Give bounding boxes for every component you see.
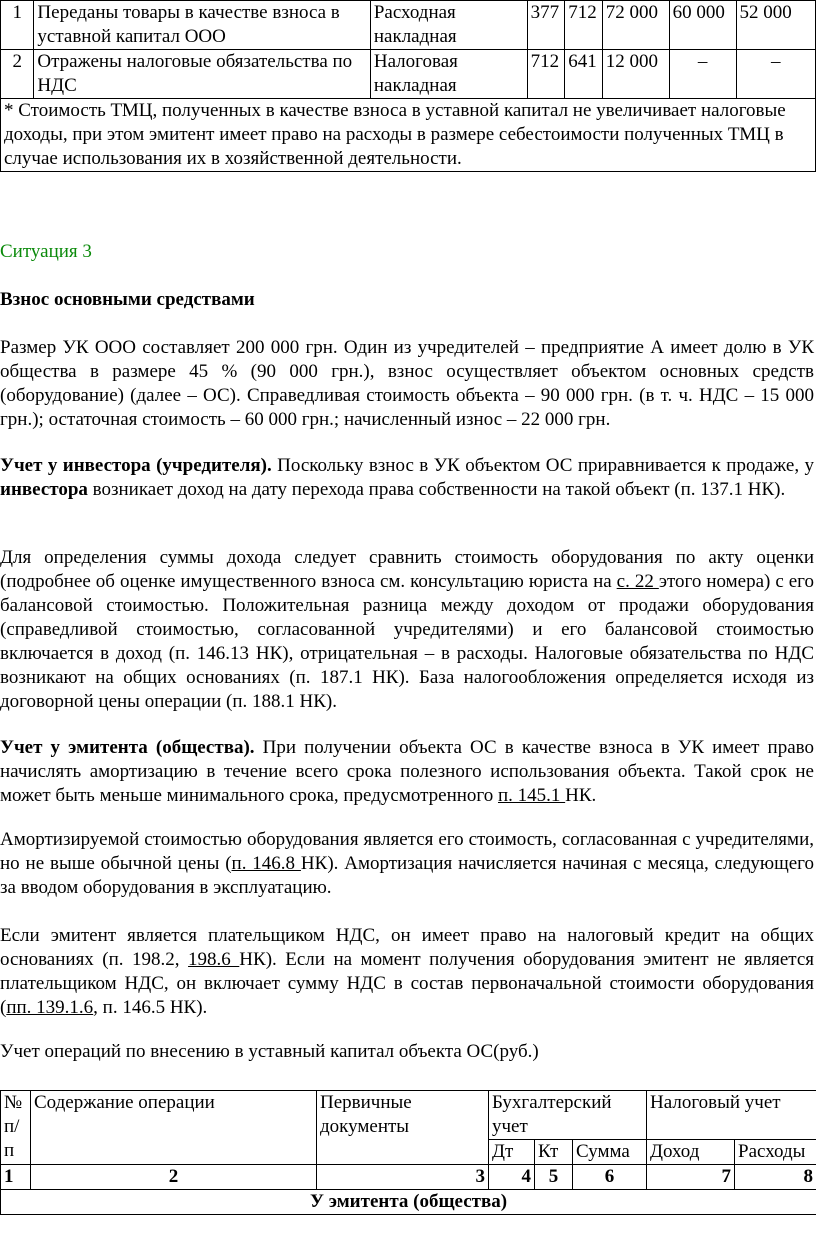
income-cell: –	[669, 50, 736, 99]
column-number: 7	[647, 1165, 735, 1190]
operation-cell: Отражены налоговые обязательства по НДС	[34, 50, 370, 99]
section-row: У эмитента (общества)	[1, 1190, 816, 1215]
expense-cell: –	[736, 50, 815, 99]
header-expense: Расходы	[735, 1140, 816, 1165]
row-number: 1	[1, 1, 34, 50]
table-row	[1, 1091, 816, 1140]
table-row	[1, 99, 816, 172]
debit-cell: 377	[527, 1, 565, 50]
sum-cell: 12 000	[602, 50, 669, 99]
header-credit: Кт	[535, 1140, 573, 1165]
operation-cell: Переданы товары в качестве взноса в уставной капитал ООО	[34, 1, 370, 50]
credit-cell: 712	[565, 1, 603, 50]
paragraph-2: Учет у инвестора (учредителя). Поскольку взнос в УК объектом ОС приравнивается к продаже, у инвестора возникает доход на дату перехода права собственности на такой объект (п. 137.1 НК).	[0, 455, 814, 500]
credit-cell: 641	[565, 50, 603, 99]
clause-link[interactable]: п. 146.8	[231, 853, 301, 874]
row-number: 2	[1, 50, 34, 99]
situation-heading: Ситуация 3	[0, 241, 92, 262]
header-sum: Сумма	[573, 1140, 647, 1165]
column-number: 5	[535, 1165, 573, 1190]
clause-link[interactable]: п. 145.1	[497, 785, 566, 806]
clause-link[interactable]: пп. 139.1.6	[6, 997, 94, 1018]
income-cell: 60 000	[669, 1, 736, 50]
clause-link[interactable]: 198.6	[188, 949, 240, 970]
header-tax: Налоговый учет	[647, 1091, 816, 1140]
table-row	[1, 50, 816, 99]
top-table	[0, 0, 816, 172]
table-row	[1, 1190, 816, 1215]
page-link[interactable]: с. 22	[616, 571, 659, 592]
table-note: * Стоимость ТМЦ, полученных в качестве взноса в уставной капитал не увеличивает налоговые доходы, при этом эмитент имеет право на расходы в размере себестоимости полученных ТМЦ в случае использования их в хозяйственной деятельности.	[1, 99, 816, 172]
table-caption: Учет операций по внесению в уставный капитал объекта ОС(руб.)	[0, 1041, 539, 1062]
column-number: 8	[735, 1165, 816, 1190]
column-number: 6	[573, 1165, 647, 1190]
document-cell: Расходная накладная	[370, 1, 527, 50]
paragraph-1: Размер УК ООО составляет 200 000 грн. Один из учредителей – предприятие А имеет долю в УК общества в размере 45 % (90 000 грн.), взнос осуществляет объектом основных средств (оборудование) (далее – ОС). Справедливая стоимость объекта – 90 000 грн. (в т. ч. НДС – 15 000 грн.); остаточная стоимость – 60 000 грн.; начисленный износ – 22 000 грн.	[0, 337, 814, 430]
paragraph-5: Амортизируемой стоимостью оборудования является его стоимость, согласованная с учредителями, но не выше обычной цены (п. 146.8 НК). Амортизация начисляется начиная с месяца, следующего за вводом оборудования в эксплуатацию.	[0, 829, 814, 898]
operations-table	[0, 1090, 816, 1215]
header-debit: Дт	[489, 1140, 535, 1165]
table-row	[1, 1165, 816, 1190]
sum-cell: 72 000	[602, 1, 669, 50]
paragraph-3: Для определения суммы дохода следует сравнить стоимость оборудования по акту оценки (подробнее об оценке имущественного взноса см. консультацию юриста на с. 22 этого номера) с его балансовой стоимостью. Положительная разница между доходом от продажи оборудования (справедливой стоимостью, согласованной учредителями) и его балансовой стоимостью включается в доход (п. 146.13 НК), отрицательная – в расходы. Налоговые обязательства по НДС возникают на общих основаниях (п. 187.1 НК). База налогообложения определяется исходя из договорной цены операции (п. 188.1 НК).	[0, 547, 814, 712]
header-documents: Первичные документы	[317, 1091, 489, 1165]
section-title: Взнос основными средствами	[0, 289, 255, 310]
column-number: 4	[489, 1165, 535, 1190]
expense-cell: 52 000	[736, 1, 815, 50]
column-number: 1	[1, 1165, 31, 1190]
header-operation: Содержание операции	[31, 1091, 317, 1165]
column-number: 2	[31, 1165, 317, 1190]
paragraph-4: Учет у эмитента (общества). При получении объекта ОС в качестве взноса в УК имеет право начислять амортизацию в течение всего срока полезного использования объекта. Такой срок не может быть меньше минимального срока, предусмотренного п. 145.1 НК.	[0, 737, 814, 806]
header-income: Доход	[647, 1140, 735, 1165]
header-accounting: Бухгалтерский учет	[489, 1091, 647, 1140]
column-number: 3	[317, 1165, 489, 1190]
lead-text: Учет у инвестора (учредителя).	[0, 455, 272, 476]
paragraph-6: Если эмитент является плательщиком НДС, он имеет право на налоговый кредит на общих основаниях (п. 198.2, 198.6 НК). Если на момент получения оборудования эмитент не является плательщиком НДС, он включает сумму НДС в состав первоначальной стоимости оборудования (пп. 139.1.6, п. 146.5 НК).	[0, 925, 814, 1018]
debit-cell: 712	[527, 50, 565, 99]
document-cell: Налоговая накладная	[370, 50, 527, 99]
lead-text: Учет у эмитента (общества).	[0, 737, 255, 758]
header-number: № п/п	[1, 1091, 31, 1165]
table-row	[1, 1, 816, 50]
